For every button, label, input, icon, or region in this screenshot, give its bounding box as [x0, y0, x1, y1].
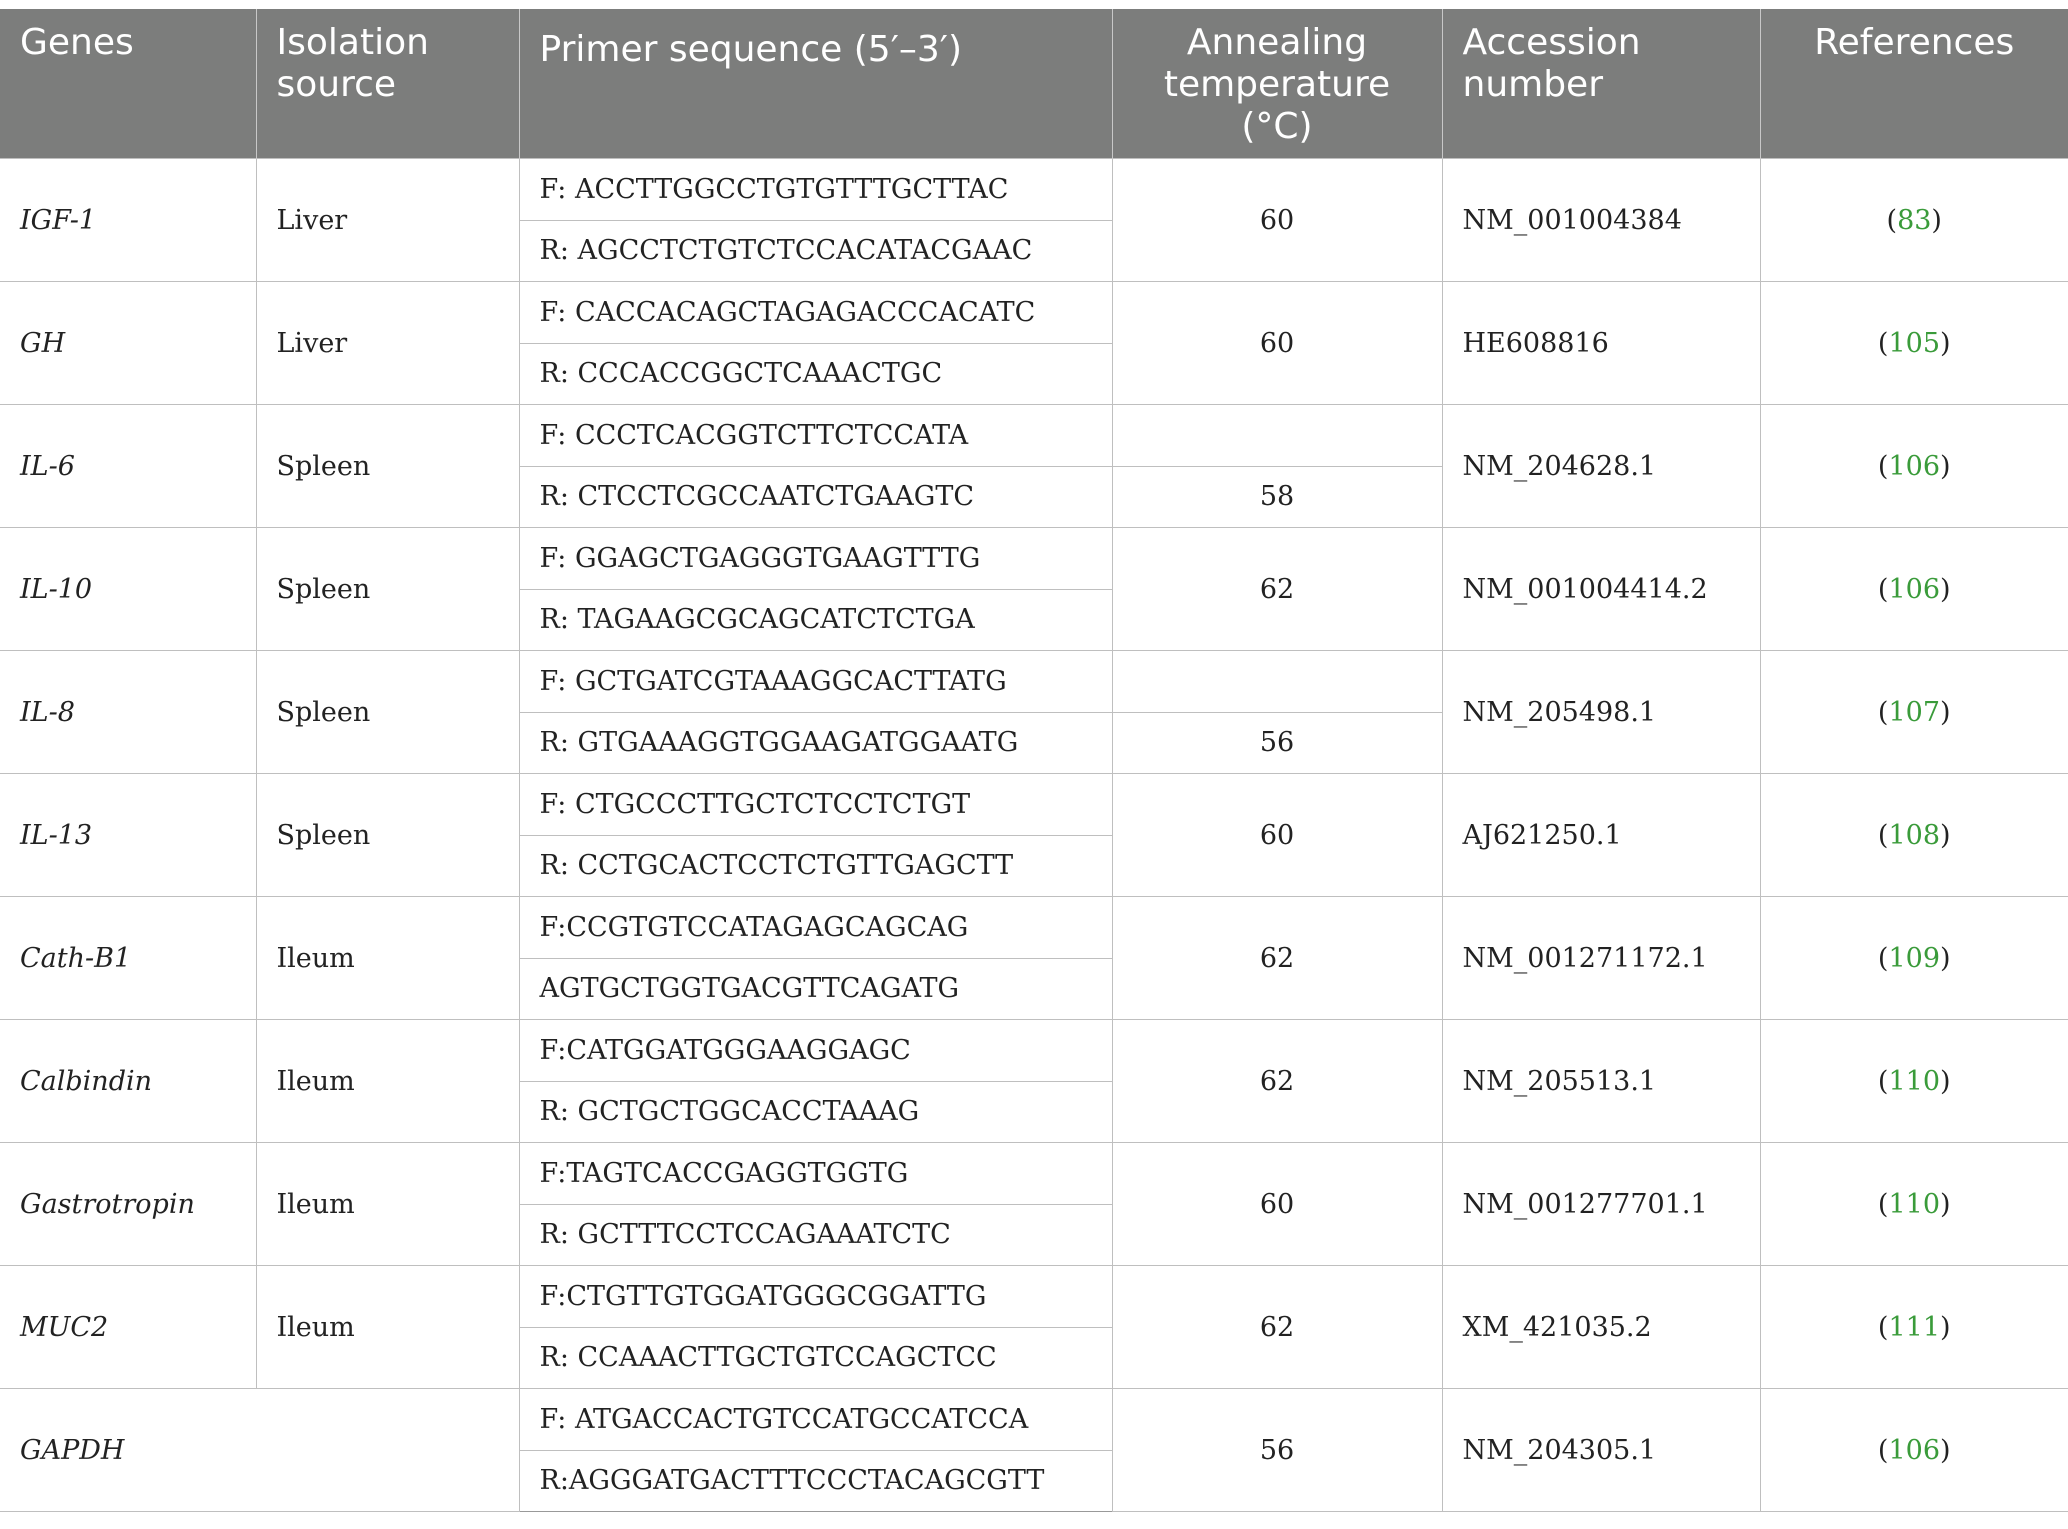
forward-primer-cell: F: CACCACAGCTAGAGACCCACATC: [519, 282, 1112, 344]
reverse-primer-cell: R: AGCCTCTGTCTCCACATACGAAC: [519, 220, 1112, 282]
accession-cell: NM_204628.1: [1442, 405, 1760, 528]
reverse-primer-cell: R: CTCCTCGCCAATCTGAAGTC: [519, 466, 1112, 528]
source-cell: Liver: [256, 159, 519, 282]
reverse-primer-cell: R: GCTTTCCTCCAGAAATCTC: [519, 1204, 1112, 1266]
reference-link[interactable]: 106: [1888, 1434, 1941, 1466]
gene-cell: Calbindin: [0, 1020, 256, 1143]
temperature-cell: 62: [1112, 528, 1442, 651]
reference-cell: (108): [1760, 774, 2068, 897]
reference-cell: (110): [1760, 1020, 2068, 1143]
reverse-primer-cell: R: GCTGCTGGCACCTAAAG: [519, 1081, 1112, 1143]
gene-cell: IGF-1: [0, 159, 256, 282]
temperature-cell: 60: [1112, 774, 1442, 897]
gene-cell: IL-13: [0, 774, 256, 897]
forward-primer-cell: F: ACCTTGGCCTGTGTTTGCTTAC: [519, 159, 1112, 221]
accession-cell: NM_001277701.1: [1442, 1143, 1760, 1266]
accession-cell: NM_001271172.1: [1442, 897, 1760, 1020]
source-cell: Spleen: [256, 405, 519, 528]
reference-cell: (109): [1760, 897, 2068, 1020]
reference-link[interactable]: 108: [1888, 819, 1941, 851]
source-cell: Spleen: [256, 528, 519, 651]
table-row: [0, 651, 2068, 713]
gene-cell: GH: [0, 282, 256, 405]
table-row: [0, 159, 2068, 221]
reference-link[interactable]: 83: [1897, 204, 1932, 236]
reverse-primer-cell: R: TAGAAGCGCAGCATCTCTGA: [519, 589, 1112, 651]
table-row: [0, 1143, 2068, 1205]
table-row: [0, 405, 2068, 467]
source-cell: Liver: [256, 282, 519, 405]
forward-primer-cell: F: ATGACCACTGTCCATGCCATCCA: [519, 1389, 1112, 1451]
reference-link[interactable]: 111: [1888, 1311, 1941, 1343]
gene-cell: GAPDH: [0, 1389, 519, 1512]
table-row: [0, 282, 2068, 344]
forward-primer-cell: F:CTGTTGTGGATGGGCGGATTG: [519, 1266, 1112, 1328]
temperature-cell: 60: [1112, 159, 1442, 282]
reference-link[interactable]: 107: [1888, 696, 1941, 728]
reverse-primer-cell: R: CCTGCACTCCTCTGTTGAGCTT: [519, 835, 1112, 897]
reference-cell: (110): [1760, 1143, 2068, 1266]
reverse-primer-cell: R:AGGGATGACTTTCCCTACAGCGTT: [519, 1450, 1112, 1512]
accession-cell: NM_205498.1: [1442, 651, 1760, 774]
header-references: References: [1760, 9, 2068, 159]
temperature-cell: 62: [1112, 897, 1442, 1020]
temperature-cell: 60: [1112, 282, 1442, 405]
accession-cell: NM_001004414.2: [1442, 528, 1760, 651]
temperature-cell: 60: [1112, 1143, 1442, 1266]
table-row: [0, 1266, 2068, 1328]
reference-link[interactable]: 110: [1888, 1188, 1941, 1220]
gene-cell: IL-10: [0, 528, 256, 651]
forward-primer-cell: F:CCGTGTCCATAGAGCAGCAG: [519, 897, 1112, 959]
reference-cell: (105): [1760, 282, 2068, 405]
forward-primer-cell: F:CATGGATGGGAAGGAGC: [519, 1020, 1112, 1082]
gene-cell: IL-6: [0, 405, 256, 528]
reference-cell: (107): [1760, 651, 2068, 774]
forward-primer-cell: F: GCTGATCGTAAAGGCACTTATG: [519, 651, 1112, 713]
table-header: [0, 9, 2068, 159]
gene-cell: MUC2: [0, 1266, 256, 1389]
temperature-cell: 58: [1112, 466, 1442, 528]
source-cell: Spleen: [256, 651, 519, 774]
forward-primer-cell: F: CTGCCCTTGCTCTCCTCTGT: [519, 774, 1112, 836]
temperature-cell-empty: [1112, 405, 1442, 467]
source-cell: Ileum: [256, 1143, 519, 1266]
temperature-cell-empty: [1112, 651, 1442, 713]
reference-link[interactable]: 105: [1888, 327, 1941, 359]
header-row: [0, 9, 2068, 159]
forward-primer-cell: F: CCCTCACGGTCTTCTCCATA: [519, 405, 1112, 467]
gene-cell: Cath-B1: [0, 897, 256, 1020]
header-isolation-source: Isolation source: [256, 9, 519, 159]
header-accession-number: Accession number: [1442, 9, 1760, 159]
accession-cell: NM_205513.1: [1442, 1020, 1760, 1143]
accession-cell: NM_001004384: [1442, 159, 1760, 282]
temperature-cell: 62: [1112, 1266, 1442, 1389]
reference-link[interactable]: 110: [1888, 1065, 1941, 1097]
header-genes: Genes: [0, 9, 256, 159]
temperature-cell: 62: [1112, 1020, 1442, 1143]
gene-cell: Gastrotropin: [0, 1143, 256, 1266]
reverse-primer-cell: R: GTGAAAGGTGGAAGATGGAATG: [519, 712, 1112, 774]
forward-primer-cell: F: GGAGCTGAGGGTGAAGTTTG: [519, 528, 1112, 590]
temperature-cell: 56: [1112, 1389, 1442, 1512]
accession-cell: XM_421035.2: [1442, 1266, 1760, 1389]
gene-cell: IL-8: [0, 651, 256, 774]
forward-primer-cell: F:TAGTCACCGAGGTGGTG: [519, 1143, 1112, 1205]
reference-cell: (106): [1760, 405, 2068, 528]
header-primer-sequence: Primer sequence (5′–3′): [519, 9, 1112, 159]
table-row: [0, 774, 2068, 836]
source-cell: Ileum: [256, 1266, 519, 1389]
table-row: [0, 1389, 2068, 1451]
source-cell: Ileum: [256, 1020, 519, 1143]
header-annealing-temperature: Annealing temperature (°C): [1112, 9, 1442, 159]
table-row: [0, 897, 2068, 959]
accession-cell: NM_204305.1: [1442, 1389, 1760, 1512]
table-row: [0, 528, 2068, 590]
reference-cell: (111): [1760, 1266, 2068, 1389]
reverse-primer-cell: R: CCCACCGGCTCAAACTGC: [519, 343, 1112, 405]
table-body: [0, 159, 2068, 1512]
reference-link[interactable]: 106: [1888, 450, 1941, 482]
reference-link[interactable]: 106: [1888, 573, 1941, 605]
table-row: [0, 1020, 2068, 1082]
accession-cell: HE608816: [1442, 282, 1760, 405]
reference-cell: (106): [1760, 528, 2068, 651]
reverse-primer-cell: AGTGCTGGTGACGTTCAGATG: [519, 958, 1112, 1020]
reference-cell: (83): [1760, 159, 2068, 282]
primer-table: [0, 9, 2068, 1512]
source-cell: Ileum: [256, 897, 519, 1020]
temperature-cell: 56: [1112, 712, 1442, 774]
reference-link[interactable]: 109: [1888, 942, 1941, 974]
reference-cell: (106): [1760, 1389, 2068, 1512]
accession-cell: AJ621250.1: [1442, 774, 1760, 897]
reverse-primer-cell: R: CCAAACTTGCTGTCCAGCTCC: [519, 1327, 1112, 1389]
source-cell: Spleen: [256, 774, 519, 897]
